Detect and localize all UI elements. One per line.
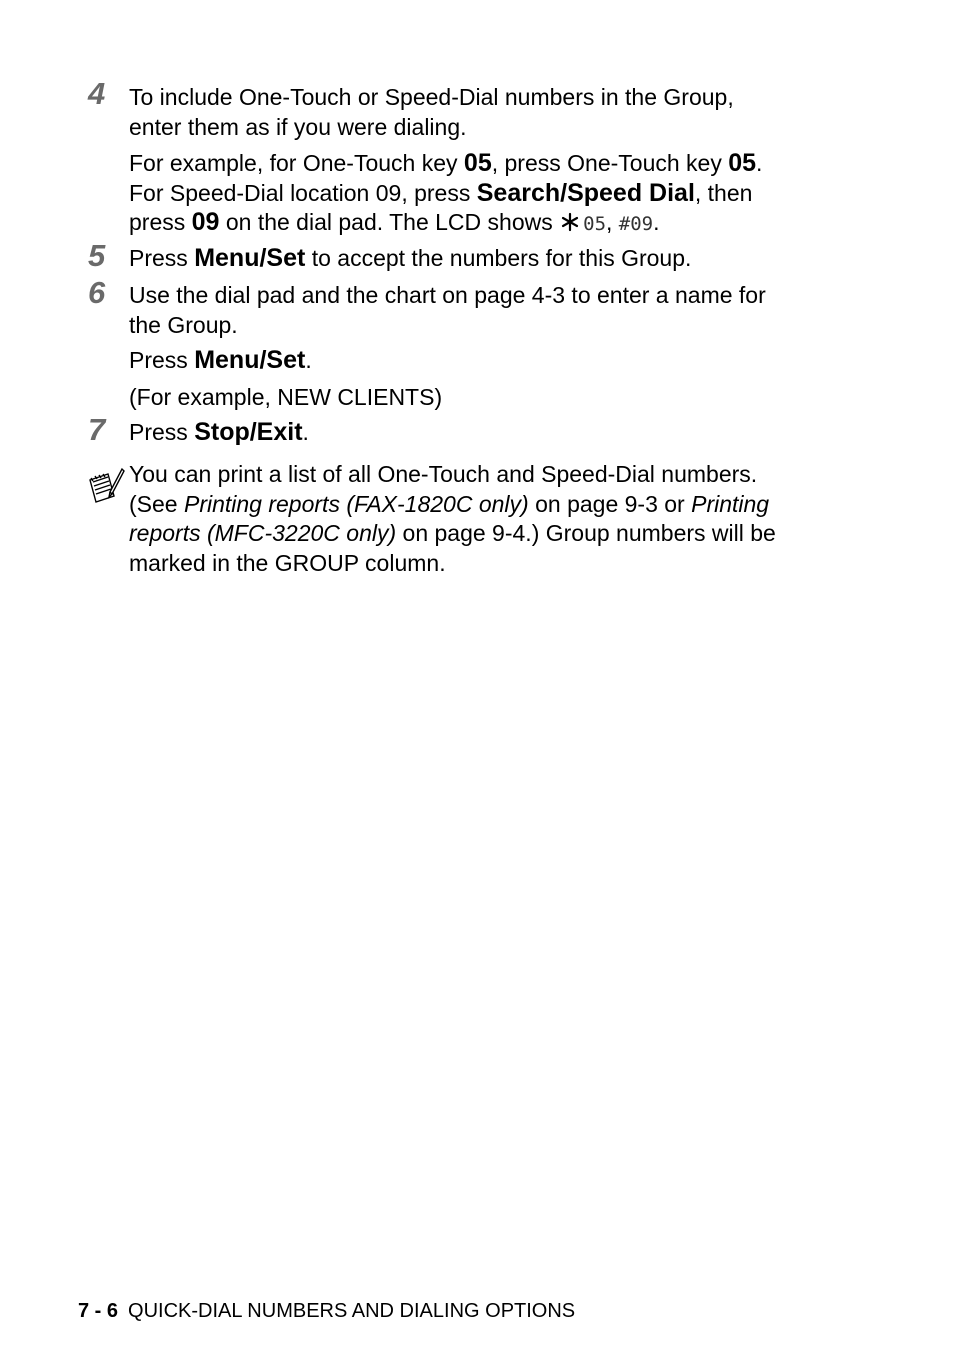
text-run: , press One-Touch key — [491, 150, 729, 176]
step-7-text — [129, 418, 849, 448]
reference-printing-reports-fax: Printing reports (FAX-1820C only) — [183, 490, 529, 517]
text-run: . — [305, 347, 312, 373]
note-line-2 — [129, 490, 849, 520]
step-number-7: 7 — [88, 412, 106, 447]
step-6-press — [129, 346, 849, 376]
step-5-line — [129, 244, 849, 274]
text-run: . — [653, 209, 660, 235]
notepad-pencil-icon — [86, 466, 126, 506]
step-7-line — [129, 418, 849, 448]
note-line-1: You can print a list of all One-Touch and Speed-Dial numbers. — [129, 461, 758, 487]
search-speed-dial-key: Search/Speed Dial — [476, 178, 695, 207]
section-title: QUICK-DIAL NUMBERS AND DIALING OPTIONS — [128, 1300, 576, 1322]
step-4-example-line-3 — [129, 208, 849, 240]
text-run: Press — [129, 419, 195, 445]
step-4-line-2: enter them as if you were dialing. — [129, 113, 467, 140]
key-05: 05 — [728, 149, 757, 177]
step-6-line-1: Use the dial pad and the chart on page 4-3 to enter a name for — [129, 282, 766, 308]
step-6-line-2: the Group. — [129, 311, 238, 338]
text-run: press — [129, 209, 192, 235]
text-run: on the dial pad. The LCD shows — [219, 209, 560, 235]
text-run: on page 9-4.) Group numbers will be — [396, 520, 776, 546]
step-4-example-line-2 — [129, 179, 849, 209]
step-4-example-line-1 — [129, 149, 849, 179]
text-run: (See — [129, 490, 184, 517]
step-number-5: 5 — [88, 238, 106, 273]
text-run: , — [606, 209, 619, 235]
note-text — [129, 460, 849, 578]
text-run: Press — [129, 245, 195, 271]
note-line-3 — [129, 519, 849, 549]
page-footer — [78, 1300, 575, 1323]
key-09: 09 — [191, 208, 220, 236]
step-number-4: 4 — [88, 76, 106, 111]
reference-printing-reports-mfc: Printing — [691, 490, 770, 517]
text-run: , then — [694, 179, 753, 206]
asterisk-icon — [559, 211, 581, 233]
text-run: . — [756, 150, 763, 176]
step-4-example — [129, 149, 849, 240]
text-run: For example, for One-Touch key — [129, 150, 464, 176]
step-6-text — [129, 281, 849, 340]
note-line-4: marked in the GROUP column. — [129, 549, 446, 576]
step-5-text — [129, 244, 849, 274]
step-6-press-line — [129, 346, 849, 376]
step-6-example: (For example, NEW CLIENTS) — [129, 384, 443, 410]
lcd-readout-05: 05 — [583, 213, 607, 235]
lcd-readout-09: #09 — [618, 213, 654, 235]
key-05: 05 — [463, 149, 492, 177]
step-4-text — [129, 83, 849, 142]
stop-exit-key: Stop/Exit — [194, 418, 303, 446]
text-run: . — [302, 419, 309, 445]
step-4-line-1: To include One-Touch or Speed-Dial numbers in the Group, — [129, 84, 734, 110]
text-run: Press — [129, 347, 195, 373]
menu-set-key: Menu/Set — [194, 346, 306, 374]
text-run: For Speed-Dial location 09, press — [129, 179, 477, 206]
text-run: on page 9-3 or — [528, 490, 692, 517]
step-number-6: 6 — [88, 275, 106, 310]
page-number: 7 - 6 — [78, 1300, 119, 1322]
reference-printing-reports-mfc: reports (MFC-3220C only) — [129, 520, 397, 546]
menu-set-key: Menu/Set — [194, 244, 306, 272]
text-run: to accept the numbers for this Group. — [305, 245, 692, 271]
